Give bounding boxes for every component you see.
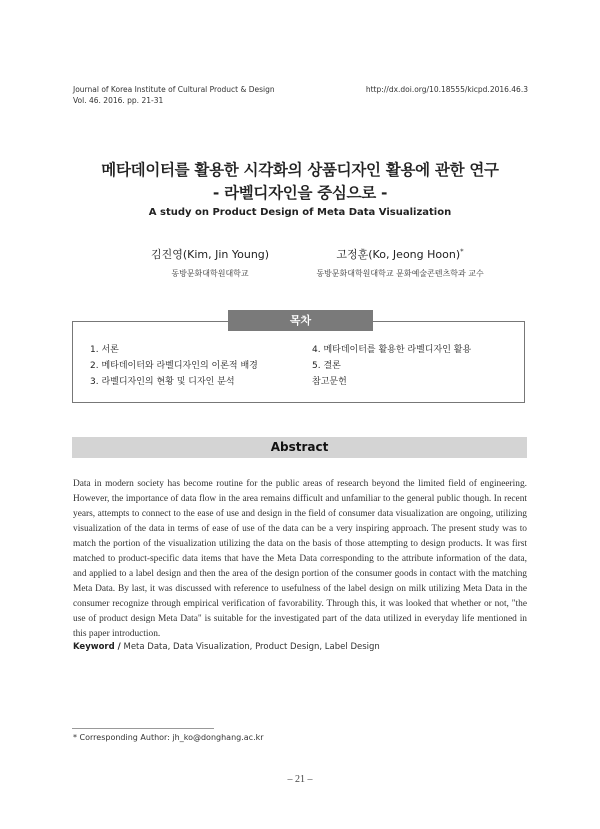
author-2-affiliation: 동방문화대학원대학교 문화예술콘텐츠학과 교수	[316, 269, 484, 278]
toc-item: 5. 결론	[312, 361, 341, 371]
toc-label: 목차	[228, 310, 373, 331]
toc-item: 참고문헌	[312, 377, 347, 387]
keyword-line	[73, 642, 527, 652]
corresponding-mark: *	[460, 247, 464, 256]
toc-item: 1. 서론	[90, 345, 119, 355]
title-korean-line1: 메타데이터를 활용한 시각화의 상품디자인 활용에 관한 연구	[101, 161, 499, 179]
abstract-heading: Abstract	[72, 437, 527, 458]
author-1-name: 김진영(Kim, Jin Young)	[150, 248, 270, 261]
author-2	[300, 246, 500, 279]
toc-right-column	[312, 342, 471, 390]
author-1-affiliation: 동방문화대학원대학교	[171, 269, 249, 278]
toc-item: 4. 메타데이터를 활용한 라벨디자인 활용	[312, 345, 472, 355]
page-number: – 21 –	[287, 774, 313, 785]
journal-header	[73, 84, 275, 106]
title-korean-line2: - 라벨디자인을 중심으로 -	[212, 184, 388, 202]
author-1	[130, 246, 290, 279]
doi-link[interactable]: http://dx.doi.org/10.18555/kicpd.2016.46.3	[365, 85, 528, 94]
footnote-divider	[72, 728, 214, 729]
keyword-label: Keyword /	[73, 642, 121, 652]
abstract-body: Data in modern society has become routine for the public areas of research beyond the limited field of engineering. However, the importance of data flow in the area remains difficult and unfamiliar to the general public though. In recent years, attempts to connect to the ease of use and design in the field of consumer data visualization are ongoing, utilizing visualization of the data in terms of ease of use of the data can be a very inspiring approach. The present study was to match the portion of the visualization utilizing the data on the basis of those attempting to design products. It was first matched to product-specific data items that have the Meta Data corresponding to the attribute information of the data, and applied to a label design and then the area of the design portion of the consumer goods in contact with the matching Meta Data. By last, it was discussed with reference to usefulness of the label design on milk utilizing Meta Data in the consumer recognize through empirical verification of favorability. Through this, it was looked that whether or not, "the use of product design Meta Data" is suitable for the investigated part of the data utilized in everyday life mentioned in this paper introduction.	[73, 479, 527, 639]
keyword-text: Meta Data, Data Visualization, Product Design, Label Design	[123, 642, 380, 652]
toc-item: 3. 라벨디자인의 현황 및 디자인 분석	[90, 377, 235, 387]
toc-left-column	[90, 342, 258, 390]
toc-item: 2. 메타데이터와 라벨디자인의 이론적 배경	[90, 361, 258, 371]
journal-volume: Vol. 46. 2016. pp. 21-31	[73, 96, 164, 105]
footnote: * Corresponding Author: jh_ko@donghang.ac.kr	[73, 733, 264, 742]
title-english: A study on Product Design of Meta Data Visualization	[148, 207, 452, 218]
journal-name: Journal of Korea Institute of Cultural Product & Design	[73, 85, 275, 94]
author-2-name: 고정훈(Ko, Jeong Hoon)*	[336, 247, 464, 261]
